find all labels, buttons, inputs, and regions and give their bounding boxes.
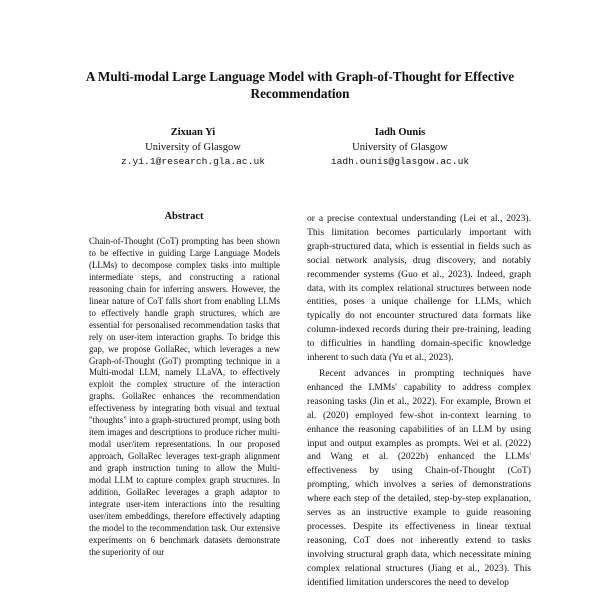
abstract-heading: Abstract [164,211,204,222]
body-paragraph: or a precise contextual understanding (Lei et al., 2023). This limitation becomes particularly important with graph-structured data, which is essential in fields such as social network analysis, drug discovery, and notably recommender systems (Guo et al., 2023). Indeed, graph data, with its complex relational structures between node entities, poses a unique challenge for LLMs, which typically do not encounter structured data formats like column-indexed records during their pre-training, leading to difficulties in handling domain-specific knowledge inherent to such data (Yu et al., 2023). [307,213,531,364]
author-name: Iadh Ounis [374,127,426,138]
author-affiliation: University of Glasgow [145,141,241,153]
body-paragraph: Recent advances in prompting techniques have enhanced the LMMs' capability to address complex reasoning tasks (Jin et al., 2022). For example, Brown et al. (2020) employed few-shot in-context learning to enhance the reasoning capabilities of an LLM by using input and output examples as prompts. Wei et al. (2022) and Wang et al. (2022b) enhanced the LLMs' effectiveness by using Chain-of-Thought (CoT) prompting, which involves a series of demonstrations where each step of the detailed, step-by-step explanation, serves as an instructive example to guide reasoning processes. Despite its effectiveness in linear textual reasoning, CoT does not inherently extend to tasks involving structural graph data, which necessitate mining complex relational structures (Jiang et al., 2023). This identified limitation underscores the need to develop [307,367,531,588]
author-block [93,126,293,170]
author-email: z.yi.1@research.gla.ac.uk [121,156,265,167]
abstract-text: Chain-of-Thought (CoT) prompting has been shown to be effective in guiding Large Language Models (LLMs) to decompose complex tasks into multiple intermediate steps, and constructing a rational reasoning chain for inferring answers. However, the linear nature of CoT falls short from enabling LLMs to effectively handle graph structures, which are essential for personalised recommendation tasks that rely on user-item interaction graphs. To bridge this gap, we propose GollaRec, which leverages a new Graph-of-Thought (GoT) prompting technique in a Multi-modal LLM, namely LLaVA, to effectively exploit the complex structure of the interaction graphs. GollaRec enhances the recommendation effectiveness by integrating both visual and textual "thoughts" into a graph-structured prompt, using both item images and descriptions to produce richer multi-modal user/item representations. In our proposed approach, GollaRec leverages text-graph alignment and graph instruction tuning to allow the Multi-modal LLM to capture complex graph structures. In addition, GollaRec leverages a graph adaptor to integrate user-item interactions into the resulting user/item embeddings, therefore effectively adapting the model to the recommendation task. Our extensive experiments on 6 benchmark datasets demonstrate the superiority of our [89,236,280,557]
author-affiliation: University of Glasgow [352,141,448,153]
body-column [307,212,531,600]
author-email: iadh.ounis@glasgow.ac.uk [330,156,470,167]
author-name: Zixuan Yi [170,127,216,138]
paper-title: A Multi-modal Large Language Model with Graph-of-Thought for Effective Recommendation [85,69,515,101]
author-block [300,126,500,170]
